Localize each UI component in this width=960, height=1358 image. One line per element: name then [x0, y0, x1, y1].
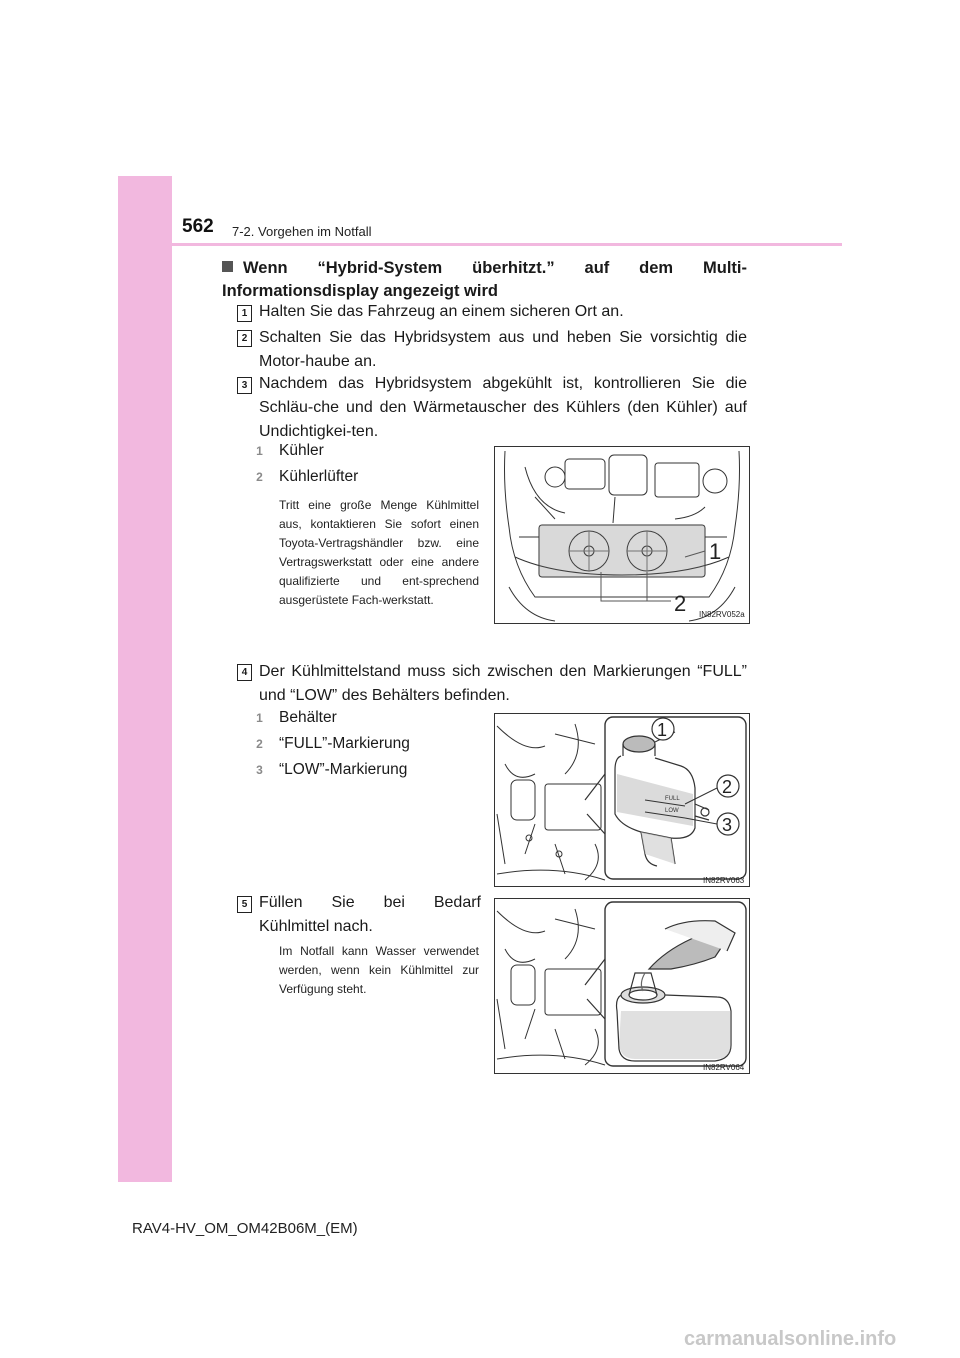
tank-low-text: LOW — [665, 808, 679, 814]
step-text-1: Halten Sie das Fahrzeug an einem sicheren Ort an. — [259, 303, 624, 320]
heading-text: Wenn “Hybrid-System überhitzt.” auf dem Multi-Informationsdisplay angezeigt wird — [222, 259, 747, 300]
callout-1: 1 — [709, 539, 722, 564]
step-number-5: 5 — [237, 896, 252, 913]
step-text-2: Schalten Sie das Hybridsystem aus und heben Sie vorsichtig die Motor-haube an. — [259, 329, 747, 370]
step-number-1: 1 — [237, 305, 252, 322]
step-text-5: Füllen Sie bei Bedarf Kühlmittel nach. — [259, 894, 481, 935]
section-heading — [222, 257, 747, 303]
note-water: Im Notfall kann Wasser verwendet werden, wenn kein Kühlmittel zur Verfügung steht. — [279, 944, 479, 996]
section-title: 7-2. Vorgehen im Notfall — [232, 224, 372, 239]
label-number-3: 3 — [256, 763, 263, 777]
sidebar-tab — [118, 176, 172, 1182]
figure-code: IN82RV052a — [699, 610, 745, 619]
label-number-1: 1 — [256, 711, 263, 725]
tank-full-text: FULL — [665, 796, 680, 802]
callout-1: 1 — [657, 720, 668, 740]
label-number-2: 2 — [256, 737, 263, 751]
step-text-3: Nachdem das Hybridsystem abgekühlt ist, kontrollieren Sie die Schläu-che und den Wärmetauscher des Kühlers (den Kühler) auf Undichtigkei-ten. — [259, 375, 747, 440]
step-number-3: 3 — [237, 377, 252, 394]
note-leak: Tritt eine große Menge Kühlmittel aus, kontaktieren Sie sofort einen Toyota-Vertragshändler bzw. eine Vertragswerkstatt oder eine andere qualifizierte und ent-sprechend ausgerüstete Fach-werkstatt. — [279, 498, 479, 607]
label-text-kuehler: Kühler — [279, 442, 324, 459]
figure-code: IN82RV064 — [703, 1063, 745, 1072]
page-number: 562 — [182, 216, 214, 237]
label-text-low: “LOW”-Markierung — [279, 761, 408, 778]
label-number-1: 1 — [256, 444, 263, 458]
step-number-4: 4 — [237, 664, 252, 681]
figure-engine-radiator — [494, 446, 750, 624]
label-text-full: “FULL”-Markierung — [279, 735, 410, 752]
figure-refill-coolant — [494, 898, 750, 1074]
callout-3: 3 — [722, 815, 733, 835]
header-rule — [172, 243, 842, 246]
step-text-4: Der Kühlmittelstand muss sich zwischen den Markierungen “FULL” und “LOW” des Behälters befinden. — [259, 663, 747, 704]
figure-code: IN82RV063 — [703, 876, 745, 885]
label-text-behaelter: Behälter — [279, 709, 337, 726]
callout-2: 2 — [722, 777, 733, 797]
label-number-2: 2 — [256, 470, 263, 484]
callout-2: 2 — [674, 591, 687, 616]
label-text-kuehlerluefter: Kühlerlüfter — [279, 468, 359, 485]
watermark: carmanualsonline.info — [684, 1328, 897, 1350]
square-bullet-icon — [222, 261, 233, 272]
step-number-2: 2 — [237, 330, 252, 347]
footer-doc-code: RAV4-HV_OM_OM42B06M_(EM) — [132, 1220, 358, 1237]
figure-coolant-reservoir — [494, 713, 750, 887]
